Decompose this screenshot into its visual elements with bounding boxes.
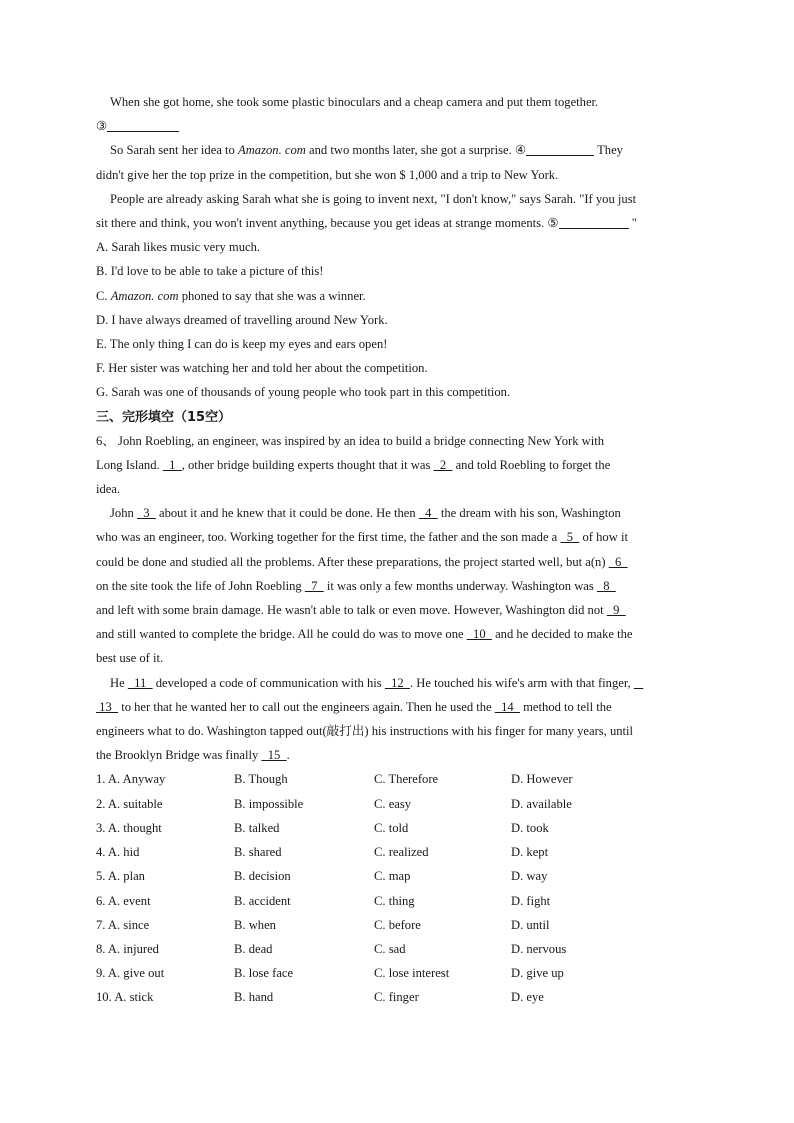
answer-choice[interactable]: D. nervous [511, 941, 567, 956]
answer-choice[interactable]: D. took [511, 820, 549, 835]
cloze-line: the Brooklyn Bridge was finally 15 . [96, 748, 290, 763]
document-page [96, 90, 702, 1010]
section-title: 三、完形填空（15空） [96, 409, 232, 425]
answer-choice[interactable]: D. fight [511, 893, 551, 908]
cloze-passage [96, 429, 702, 768]
amazon-name: Amazon. com [238, 143, 306, 158]
cloze-blank[interactable]: 4 [418, 506, 438, 521]
answer-choice[interactable]: 1. A. Anyway [96, 772, 166, 787]
cloze-blank[interactable]: 9 [606, 603, 626, 618]
answer-choice[interactable]: 9. A. give out [96, 966, 165, 981]
cloze-line: engineers what to do. Washington tapped out(敲打出) his instructions with his finger for many years, until [96, 724, 634, 739]
cloze-blank[interactable]: 11 [127, 675, 153, 690]
answer-choice[interactable]: B. lose face [234, 966, 294, 981]
question-row [96, 913, 702, 937]
cloze-line: on the site took the life of John Roebling 7 it was only a few months underway. Washington was 8 [96, 578, 616, 593]
reading-paragraph-2-line-2: didn't give her the top prize in the competition, but she won $ 1,000 and a trip to New York. [96, 167, 559, 182]
answer-blank-5[interactable] [559, 214, 629, 229]
cloze-line: and still wanted to complete the bridge. All he could do was to move one 10 and he decided to make the [96, 627, 633, 642]
cloze-blank[interactable]: 10 [466, 627, 492, 642]
answer-choice[interactable]: D. available [511, 796, 572, 811]
answer-choice[interactable]: B. impossible [234, 796, 304, 811]
reading-options-list [96, 235, 702, 404]
reading-paragraph-3-line-1: People are already asking Sarah what she is going to invent next, "I don't know," says Sarah. "If you just [110, 191, 637, 206]
cloze-blank[interactable]: 14 [494, 699, 520, 714]
cloze-line: best use of it. [96, 651, 164, 666]
answer-choice[interactable]: C. finger [374, 990, 419, 1005]
cloze-blank[interactable]: 13 [96, 699, 119, 714]
reading-option: D. I have always dreamed of travelling around New York. [96, 312, 388, 327]
reading-option: B. I'd love to be able to take a picture of this! [96, 264, 324, 279]
cloze-line: 13 to her that he wanted her to call out the engineers again. Then he used the 14 method to tell the [96, 699, 612, 714]
answer-choice[interactable]: D. way [511, 869, 548, 884]
cloze-line: could be done and studied all the problems. After these preparations, the project started well, but a(n) 6 [96, 554, 628, 569]
cloze-blank[interactable]: 3 [136, 506, 156, 521]
question-row [96, 937, 702, 961]
reading-paragraph-1: When she got home, she took some plastic binoculars and a cheap camera and put them together. [110, 95, 599, 109]
answer-choice[interactable]: B. hand [234, 990, 274, 1005]
answer-choice[interactable]: C. sad [374, 941, 406, 956]
reading-option: E. The only thing I can do is keep my eyes and ears open! [96, 337, 388, 352]
answer-choice[interactable]: C. thing [374, 893, 415, 908]
answer-choice[interactable]: B. Though [234, 772, 288, 787]
answer-choice[interactable]: 3. A. thought [96, 820, 162, 835]
circled-number-3: ③ [96, 119, 108, 134]
cloze-blank[interactable]: 15 [261, 748, 287, 763]
cloze-line: and left with some brain damage. He wasn't able to talk or even move. However, Washington did not 9 [96, 603, 626, 618]
cloze-line: 6、 John Roebling, an engineer, was inspired by an idea to build a bridge connecting New York with [96, 433, 605, 448]
answer-choice[interactable]: 5. A. plan [96, 869, 145, 884]
question-row [96, 889, 702, 913]
answer-choice[interactable]: 6. A. event [96, 893, 151, 908]
answer-choice[interactable]: 10. A. stick [96, 990, 154, 1005]
answer-blank-4[interactable] [526, 141, 594, 156]
answer-choice[interactable]: D. eye [511, 990, 544, 1005]
cloze-blank[interactable]: 5 [560, 530, 580, 545]
answer-choice[interactable]: D. give up [511, 966, 564, 981]
cloze-line: idea. [96, 482, 121, 497]
answer-choice[interactable]: 8. A. injured [96, 941, 159, 956]
cloze-line: Long Island. 1 , other bridge building experts thought that it was 2 and told Roebling to forget the [96, 457, 611, 472]
reading-blank-3-line [96, 114, 702, 138]
question-row [96, 792, 702, 816]
answer-blank-3[interactable] [107, 117, 179, 132]
question-row [96, 816, 702, 840]
cloze-blank[interactable]: 6 [608, 554, 628, 569]
cloze-line: who was an engineer, too. Working together for the first time, the father and the son made a 5 of how it [96, 530, 628, 545]
question-row [96, 767, 702, 791]
question-row [96, 961, 702, 985]
question-row [96, 840, 702, 864]
reading-paragraph-3-line-2: sit there and think, you won't invent anything, because you get ideas at strange moments. ⑤ " [96, 216, 637, 231]
answer-choice[interactable]: C. lose interest [374, 966, 450, 981]
answer-choice[interactable]: C. easy [374, 796, 412, 811]
cloze-blank[interactable]: 2 [433, 457, 453, 472]
cloze-blank[interactable] [634, 676, 643, 690]
question-row [96, 985, 702, 1009]
cloze-blank[interactable]: 7 [304, 578, 324, 593]
answer-choice[interactable]: C. before [374, 917, 421, 932]
cloze-blank[interactable]: 8 [596, 578, 616, 593]
answer-choice[interactable]: C. Therefore [374, 772, 439, 787]
answer-choice[interactable]: 2. A. suitable [96, 796, 163, 811]
reading-option: F. Her sister was watching her and told her about the competition. [96, 361, 428, 376]
answer-choice[interactable]: 7. A. since [96, 917, 150, 932]
answer-choice[interactable]: B. accident [234, 893, 291, 908]
answer-choice[interactable]: C. map [374, 869, 411, 884]
answer-choice[interactable]: B. decision [234, 869, 291, 884]
cloze-line: He 11 developed a code of communication with his 12 . He touched his wife's arm with that finger, [96, 671, 702, 695]
answer-choice[interactable]: D. until [511, 917, 550, 932]
answer-choice[interactable]: D. However [511, 772, 573, 787]
cloze-questions [96, 767, 702, 1009]
answer-choice[interactable]: C. told [374, 820, 409, 835]
reading-option: A. Sarah likes music very much. [96, 240, 261, 255]
cloze-line: John 3 about it and he knew that it could be done. He then 4 the dream with his son, Washington [110, 506, 621, 521]
answer-choice[interactable]: B. dead [234, 941, 273, 956]
cloze-blank[interactable]: 1 [162, 457, 182, 472]
answer-choice[interactable]: D. kept [511, 845, 549, 860]
answer-choice[interactable]: B. when [234, 917, 276, 932]
question-row [96, 864, 702, 888]
answer-choice[interactable]: B. talked [234, 820, 280, 835]
reading-option: C. Amazon. com phoned to say that she was a winner. [96, 288, 366, 303]
answer-choice[interactable]: C. realized [374, 845, 429, 860]
reading-paragraph-2-line-1: So Sarah sent her idea to Amazon. com and two months later, she got a surprise. ④ They [110, 143, 623, 158]
answer-choice[interactable]: B. shared [234, 845, 282, 860]
reading-option: G. Sarah was one of thousands of young people who took part in this competition. [96, 385, 511, 400]
answer-choice[interactable]: 4. A. hid [96, 845, 140, 860]
cloze-blank[interactable]: 12 [384, 675, 410, 690]
